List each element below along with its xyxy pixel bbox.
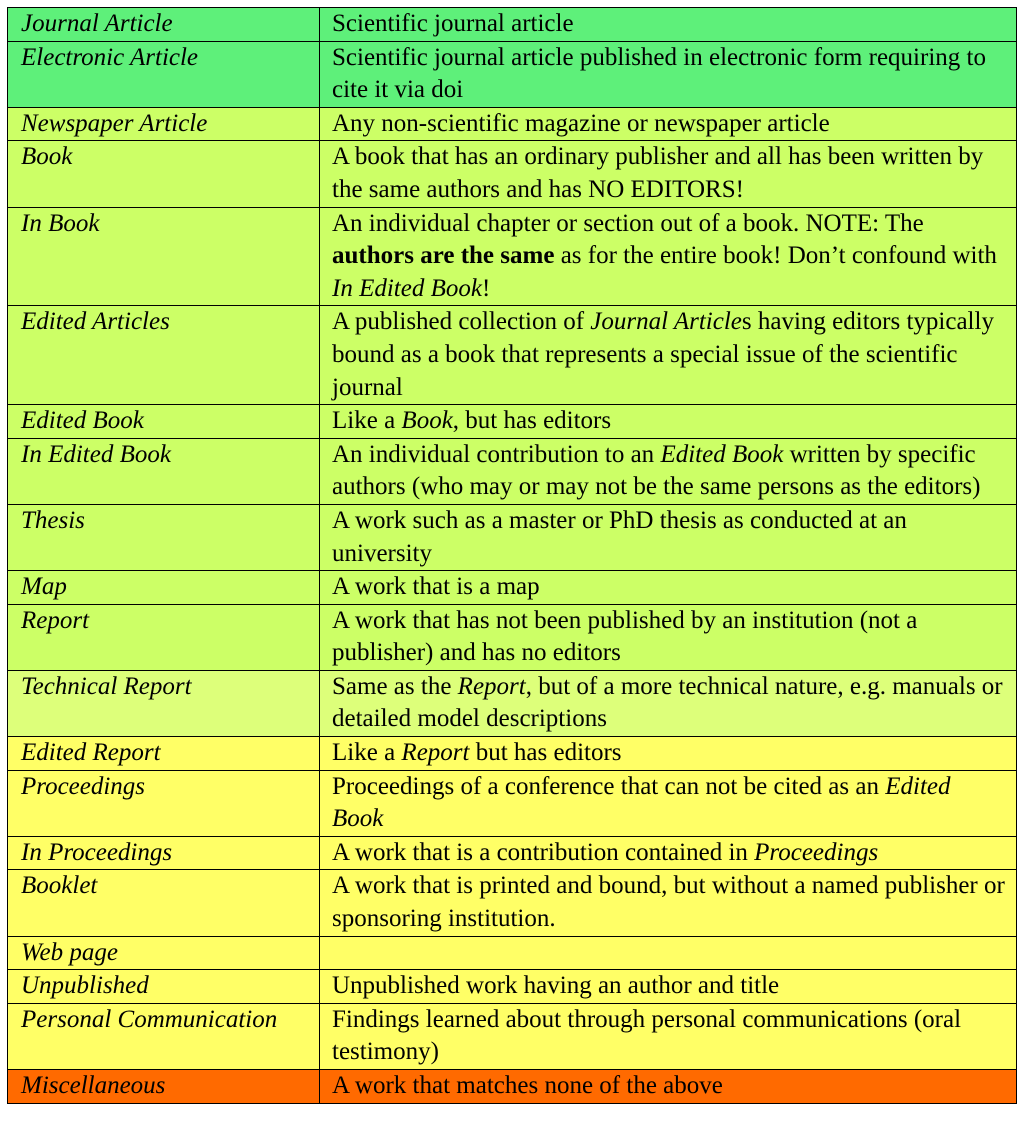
description-cell [320, 504, 1017, 570]
table-row [8, 870, 1017, 936]
table-row [8, 141, 1017, 207]
table-row [8, 438, 1017, 504]
reference-type-cell: Edited Report [8, 737, 320, 771]
table-row [8, 604, 1017, 670]
reference-type-cell: Web page [8, 936, 320, 970]
reference-type-cell: In Book [8, 207, 320, 306]
description-segment: A work that matches none of the above [332, 1072, 723, 1099]
description-cell [320, 405, 1017, 439]
description-segment: A book that has an ordinary publisher and all has been written by the same authors and has NO EDITORS! [332, 143, 984, 203]
description-cell [320, 1003, 1017, 1069]
description-segment: A work that is printed and bound, but without a named publisher or sponsoring institution. [332, 872, 1005, 933]
reference-type-cell: Edited Articles [8, 306, 320, 405]
table-body [8, 8, 1017, 1104]
table-row [8, 207, 1017, 306]
table-row [8, 306, 1017, 405]
reference-type-cell: In Proceedings [8, 836, 320, 870]
description-segment: written by specific authors (who may or may not be the same persons as the editors) [332, 440, 981, 501]
description-segment: Report [401, 739, 470, 767]
description-segment: In Edited Book [332, 274, 482, 302]
description-segment: Proceedings of a conference that can not be cited as an [332, 772, 886, 800]
reference-type-cell: Electronic Article [8, 41, 320, 107]
description-cell [320, 8, 1017, 42]
description-segment: A work such as a master or PhD thesis as conducted at an university [332, 506, 907, 567]
description-segment: Findings learned about through personal communications (oral testimony) [332, 1005, 962, 1066]
description-cell [320, 604, 1017, 670]
reference-type-cell: Proceedings [8, 770, 320, 836]
description-cell [320, 737, 1017, 771]
description-segment: A published collection of [332, 308, 591, 336]
description-segment: A work that has not been published by an institution (not a publisher) and has no editors [332, 606, 918, 667]
description-segment: Unpublished work having an author and title [332, 972, 780, 1000]
description-segment: Like a [332, 407, 402, 435]
description-segment: Journal Article [590, 308, 742, 336]
description-segment: s having editors typically bound as a book that represents a special issue of the scientific journal [332, 308, 994, 401]
reference-type-cell: Edited Book [8, 405, 320, 439]
description-segment: ! [481, 274, 491, 302]
table-row [8, 970, 1017, 1004]
description-cell [320, 207, 1017, 306]
description-segment: Any non-scientific magazine or newspaper article [332, 109, 830, 137]
description-cell [320, 571, 1017, 605]
reference-types-table [7, 7, 1017, 1104]
table-row [8, 836, 1017, 870]
description-cell [320, 306, 1017, 405]
description-cell [320, 936, 1017, 970]
description-cell [320, 970, 1017, 1004]
description-segment: An individual chapter or section out of a book. NOTE: The [332, 209, 924, 237]
table-row [8, 571, 1017, 605]
reference-type-cell: Unpublished [8, 970, 320, 1004]
table-row [8, 107, 1017, 141]
table-row [8, 1070, 1017, 1104]
table-row [8, 737, 1017, 771]
table-row [8, 504, 1017, 570]
description-segment: A work that is a contribution contained in [332, 838, 755, 866]
description-segment: Scientific journal article published in electronic form requiring to cite it via doi [332, 43, 986, 104]
table-row [8, 405, 1017, 439]
description-cell [320, 1070, 1017, 1104]
table-row [8, 1003, 1017, 1069]
reference-type-cell: Newspaper Article [8, 107, 320, 141]
description-segment: Edited Book [660, 440, 784, 468]
reference-type-cell: Book [8, 141, 320, 207]
reference-type-cell: In Edited Book [8, 438, 320, 504]
table-row [8, 41, 1017, 107]
description-cell [320, 438, 1017, 504]
description-cell [320, 141, 1017, 207]
table-row [8, 8, 1017, 42]
document-page [7, 7, 1017, 1104]
reference-type-cell: Thesis [8, 504, 320, 570]
description-cell [320, 670, 1017, 736]
description-segment: Report [457, 672, 526, 700]
reference-type-cell: Technical Report [8, 670, 320, 736]
description-segment: , but has editors [452, 407, 612, 435]
description-segment: Like a [332, 739, 402, 767]
description-segment: authors are the same [332, 242, 555, 270]
description-segment: Proceedings [754, 838, 879, 866]
description-segment: Same as the [332, 672, 458, 700]
description-segment: but has editors [469, 739, 622, 767]
description-cell [320, 107, 1017, 141]
description-segment: Edited Book [332, 772, 951, 833]
description-segment: , but of a more technical nature, e.g. manuals or detailed model descriptions [332, 672, 1003, 733]
description-cell [320, 770, 1017, 836]
table-row [8, 770, 1017, 836]
description-cell [320, 870, 1017, 936]
description-segment: Scientific journal article [332, 10, 574, 37]
reference-type-cell: Report [8, 604, 320, 670]
description-segment: An individual contribution to an [332, 440, 661, 468]
description-cell [320, 836, 1017, 870]
description-cell [320, 41, 1017, 107]
table-row [8, 670, 1017, 736]
description-segment: as for the entire book! Don’t confound with [554, 242, 997, 270]
reference-type-cell: Personal Communication [8, 1003, 320, 1069]
reference-type-cell: Map [8, 571, 320, 605]
reference-type-cell: Booklet [8, 870, 320, 936]
description-segment: A work that is a map [332, 573, 540, 601]
reference-type-cell: Journal Article [8, 8, 320, 42]
table-row [8, 936, 1017, 970]
reference-type-cell: Miscellaneous [8, 1070, 320, 1104]
description-segment: Book [401, 407, 453, 435]
